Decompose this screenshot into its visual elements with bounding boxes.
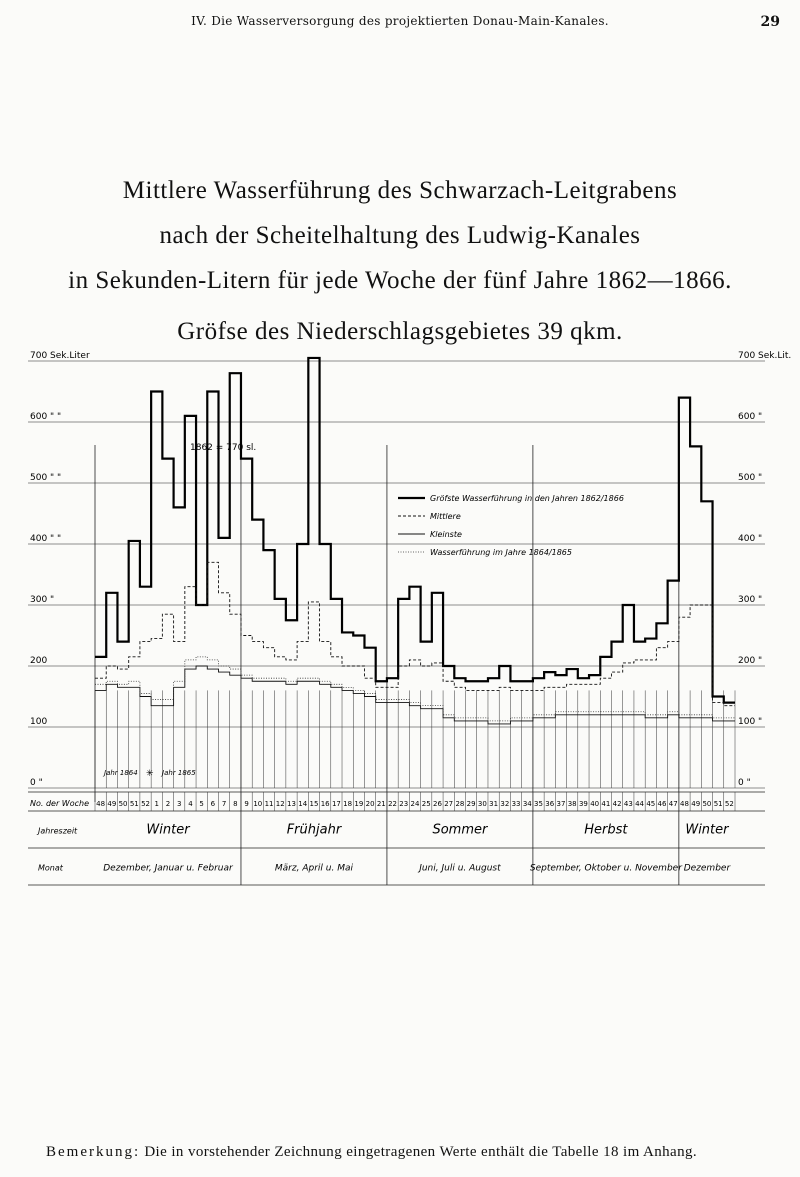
week-label-7-11: 7 bbox=[221, 800, 227, 808]
week-label-17-21: 17 bbox=[331, 800, 341, 808]
week-label-35-39: 35 bbox=[534, 800, 543, 808]
running-title: IV. Die Wasserversorgung des projektierten Donau-Main-Kanales. bbox=[191, 14, 609, 28]
y-tick-right-400: 400 " bbox=[738, 534, 763, 544]
overflow-note: 1862 = 770 sl. bbox=[190, 443, 257, 453]
week-label-51-3: 51 bbox=[129, 800, 139, 808]
annotation-1864: Jahr 1864 bbox=[104, 769, 138, 777]
legend-label-3: Kleinste bbox=[430, 530, 462, 539]
page-number: 29 bbox=[760, 14, 780, 30]
week-label-47-51: 47 bbox=[668, 800, 678, 808]
week-label-46-50: 46 bbox=[657, 800, 667, 808]
week-label-20-24: 20 bbox=[365, 800, 375, 808]
week-label-1-5: 1 bbox=[154, 800, 159, 808]
legend-label-2: Mittlere bbox=[430, 512, 461, 521]
table-cell-1-3: September, Oktober u. November bbox=[529, 863, 682, 874]
table-cell-1-0: Dezember, Januar u. Februar bbox=[103, 863, 233, 874]
table-cell-0-0: Winter bbox=[146, 822, 190, 838]
week-label-50-2: 50 bbox=[118, 800, 128, 808]
week-label-40-44: 40 bbox=[590, 800, 600, 808]
week-label-44-48: 44 bbox=[635, 800, 645, 808]
title-line-3: in Sekunden-Litern für jede Woche der fünf Jahre 1862—1866. bbox=[68, 267, 732, 294]
week-label-16-20: 16 bbox=[320, 800, 330, 808]
week-label-28-32: 28 bbox=[455, 800, 465, 808]
week-label-23-27: 23 bbox=[399, 800, 409, 808]
week-label-50-54: 50 bbox=[702, 800, 712, 808]
week-label-42-46: 42 bbox=[612, 800, 622, 808]
y-tick-right-700: 700 Sek.Lit. bbox=[738, 351, 792, 361]
remark bbox=[46, 1144, 766, 1161]
week-label-12-16: 12 bbox=[275, 800, 285, 808]
axis-labels bbox=[30, 351, 791, 788]
week-label-29-33: 29 bbox=[466, 800, 476, 808]
table-cell-0-3: Herbst bbox=[584, 822, 628, 838]
chart-grid bbox=[28, 361, 765, 802]
annotation-1865: Jahr 1865 bbox=[162, 769, 196, 777]
week-label-10-14: 10 bbox=[253, 800, 263, 808]
week-label-27-31: 27 bbox=[444, 800, 454, 808]
table-cell-0-4: Winter bbox=[685, 822, 729, 838]
week-label-22-26: 22 bbox=[388, 800, 398, 808]
week-label-25-29: 25 bbox=[421, 800, 431, 808]
week-label-52-56: 52 bbox=[724, 800, 734, 808]
y-tick-left-300: 300 " bbox=[30, 595, 55, 605]
table-cell-0-1: Frühjahr bbox=[286, 822, 342, 838]
week-label-48-52: 48 bbox=[680, 800, 689, 808]
y-tick-left-500: 500 " " bbox=[30, 473, 62, 483]
table-cell-1-4: Dezember bbox=[683, 863, 731, 874]
week-label-8-12: 8 bbox=[233, 800, 238, 808]
week-number-row bbox=[28, 792, 765, 811]
week-label-6-10: 6 bbox=[210, 800, 216, 808]
week-label-31-35: 31 bbox=[489, 800, 499, 808]
week-label-36-40: 36 bbox=[545, 800, 555, 808]
table-cell-1-1: März, April u. Mai bbox=[274, 863, 353, 874]
week-label-33-37: 33 bbox=[511, 800, 521, 808]
y-tick-left-700: 700 Sek.Liter bbox=[30, 351, 90, 361]
week-label-45-49: 45 bbox=[646, 800, 656, 808]
table-cell-0-2: Sommer bbox=[432, 822, 488, 838]
y-tick-left-400: 400 " " bbox=[30, 534, 62, 544]
week-label-52-4: 52 bbox=[141, 800, 150, 808]
y-tick-right-200: 200 " bbox=[738, 656, 763, 666]
chart-subtitle: Gröfse des Niederschlagsgebietes 39 qkm. bbox=[177, 318, 623, 345]
week-label-30-34: 30 bbox=[477, 800, 487, 808]
remark-text: Die in vorstehender Zeichnung eingetragenen Werte enthält die Tabelle 18 im Anhang. bbox=[144, 1144, 698, 1160]
week-label-48-0: 48 bbox=[96, 800, 106, 808]
y-tick-left-600: 600 " " bbox=[30, 412, 62, 422]
chart-title bbox=[0, 168, 800, 303]
chart-legend bbox=[398, 494, 624, 557]
week-label-13-17: 13 bbox=[287, 800, 296, 808]
season-divider-lines bbox=[241, 445, 679, 885]
title-line-1: Mittlere Wasserführung des Schwarzach-Leitgrabens bbox=[122, 177, 678, 204]
week-label-11-15: 11 bbox=[264, 800, 274, 808]
week-label-21-25: 21 bbox=[376, 800, 386, 808]
remark-label: Bemerkung: bbox=[46, 1144, 141, 1160]
series-layer bbox=[95, 358, 735, 724]
week-label-18-22: 18 bbox=[343, 800, 353, 808]
y-tick-right-300: 300 " bbox=[738, 595, 763, 605]
week-label-34-38: 34 bbox=[522, 800, 532, 808]
week-label-3-7: 3 bbox=[176, 800, 182, 808]
title-line-2: nach der Scheitelhaltung des Ludwig-Kanales bbox=[159, 222, 641, 249]
legend-label-1: Gröfste Wasserführung in den Jahren 1862/1866 bbox=[430, 494, 624, 503]
week-label-5-9: 5 bbox=[199, 800, 204, 808]
week-label-14-18: 14 bbox=[298, 800, 308, 808]
y-tick-left-200: 200 bbox=[30, 656, 48, 666]
page-header bbox=[0, 12, 800, 36]
table-row-label-0: Jahreszeit bbox=[38, 826, 78, 836]
series-line-3 bbox=[95, 666, 735, 724]
y-tick-left-0: 0 " bbox=[30, 778, 43, 788]
week-label-26-30: 26 bbox=[432, 800, 442, 808]
x-axis-label: No. der Woche bbox=[30, 799, 89, 808]
week-label-51-55: 51 bbox=[713, 800, 723, 808]
y-tick-left-100: 100 bbox=[30, 717, 48, 727]
table-cell-1-2: Juni, Juli u. August bbox=[419, 863, 501, 874]
series-line-2 bbox=[95, 562, 735, 705]
table-row-label-1: Monat bbox=[38, 863, 63, 873]
week-label-38-42: 38 bbox=[567, 800, 577, 808]
week-label-43-47: 43 bbox=[623, 800, 633, 808]
week-label-19-23: 19 bbox=[354, 800, 364, 808]
week-label-32-36: 32 bbox=[500, 800, 510, 808]
y-tick-right-500: 500 " bbox=[738, 473, 763, 483]
series-line-4 bbox=[95, 657, 735, 721]
week-label-4-8: 4 bbox=[188, 800, 193, 808]
week-label-2-6: 2 bbox=[165, 800, 171, 808]
week-label-41-45: 41 bbox=[601, 800, 611, 808]
week-label-49-1: 49 bbox=[107, 800, 117, 808]
week-label-9-13: 9 bbox=[244, 800, 249, 808]
water-flow-chart bbox=[0, 351, 800, 900]
week-label-39-43: 39 bbox=[578, 800, 588, 808]
season-month-table bbox=[28, 823, 765, 886]
y-tick-right-600: 600 " bbox=[738, 412, 763, 422]
week-label-49-53: 49 bbox=[691, 800, 701, 808]
y-tick-right-0: 0 " bbox=[738, 778, 751, 788]
legend-label-4: Wasserführung im Jahre 1864/1865 bbox=[430, 548, 572, 557]
week-label-24-28: 24 bbox=[410, 800, 420, 808]
week-label-15-19: 15 bbox=[309, 800, 319, 808]
y-tick-right-100: 100 " bbox=[738, 717, 763, 727]
series-line-1 bbox=[95, 358, 735, 703]
annotation-star: ✳ bbox=[146, 769, 154, 779]
week-label-37-41: 37 bbox=[556, 800, 566, 808]
